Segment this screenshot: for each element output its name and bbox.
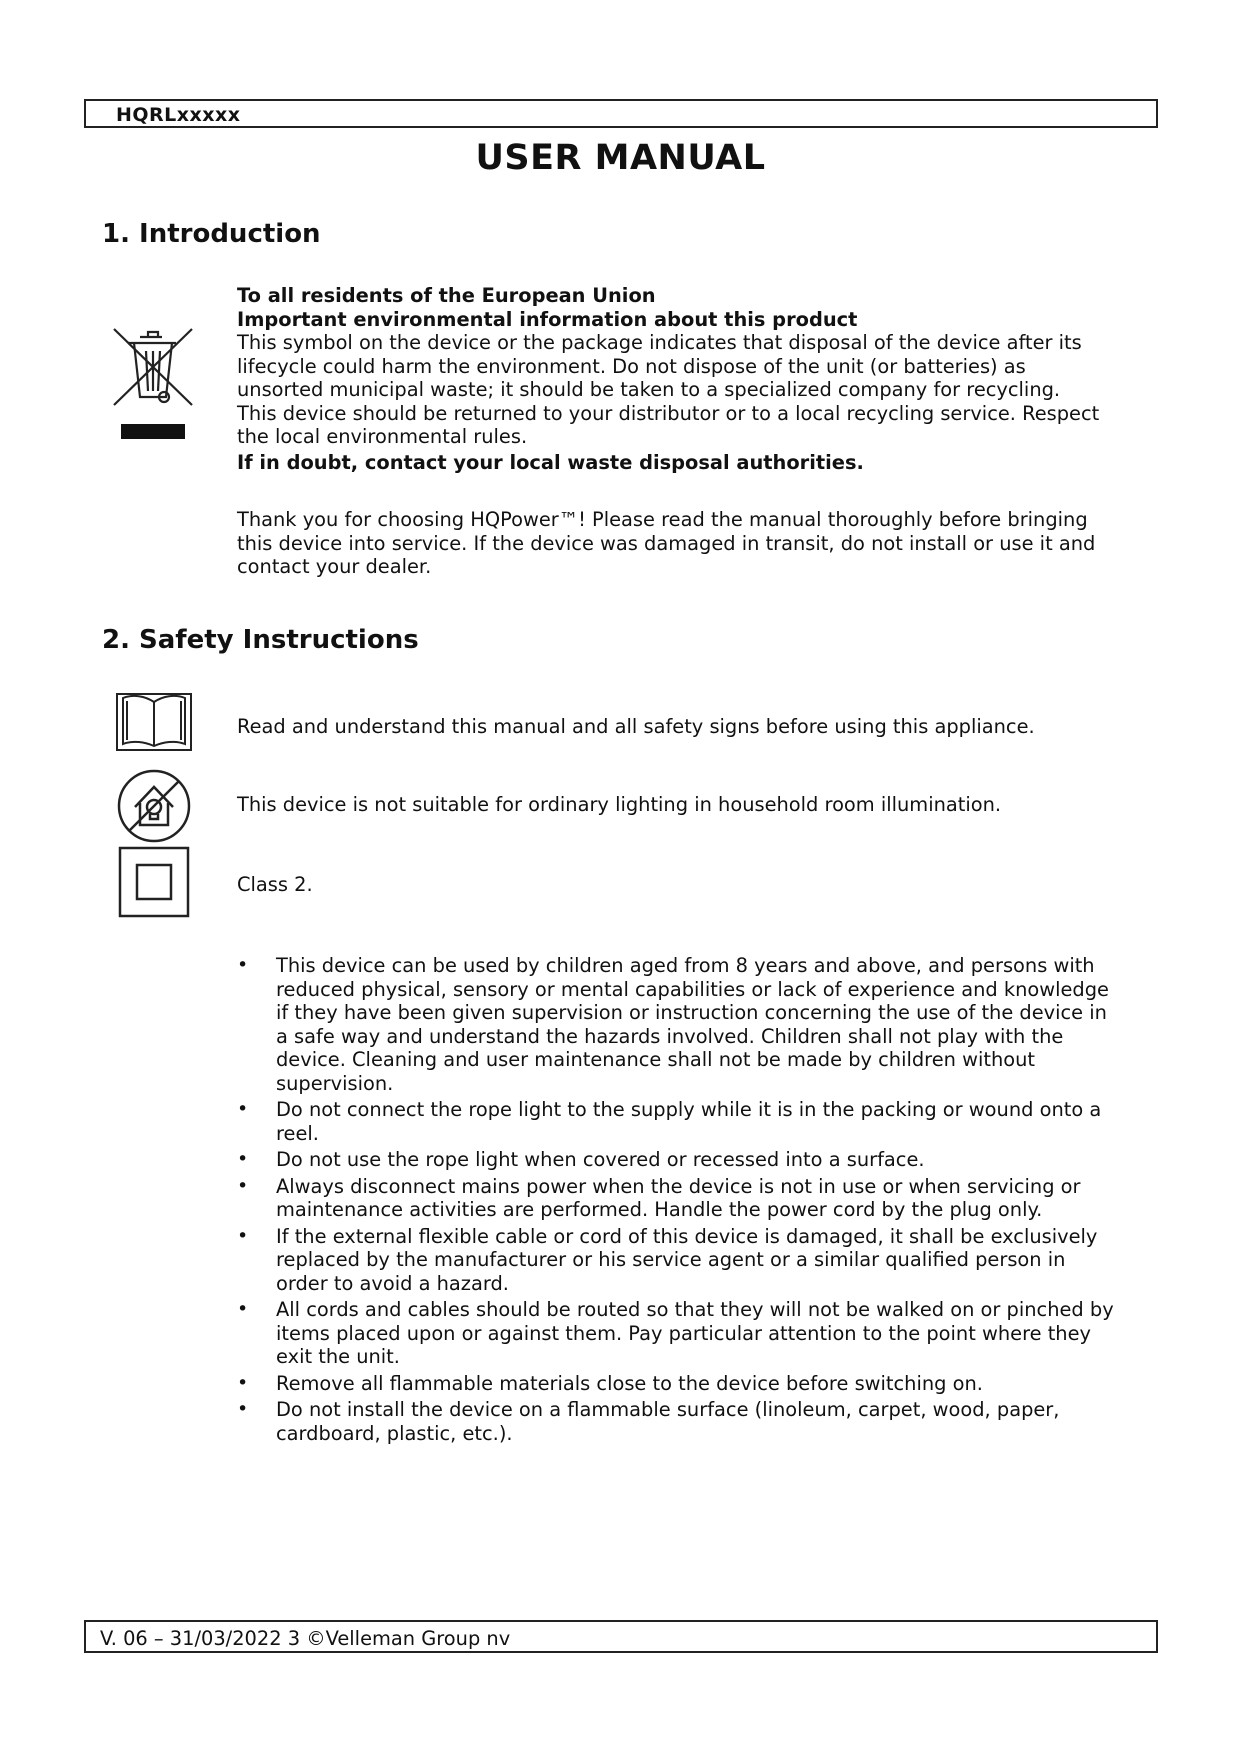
footer-box bbox=[84, 1620, 1158, 1653]
safety-bullet: • Do not connect the rope light to the supply while it is in the packing or wound onto a reel. bbox=[237, 1098, 1117, 1145]
safety-bullet: • Do not install the device on a flammable surface (linoleum, carpet, wood, paper, cardboard, plastic, etc.). bbox=[237, 1398, 1117, 1445]
doubt-line: If in doubt, contact your local waste disposal authorities. bbox=[237, 450, 864, 474]
class-2-icon bbox=[118, 846, 190, 918]
safety-bullet-list bbox=[237, 954, 1117, 1448]
sign-read-text: Read and understand this manual and all safety signs before using this appliance. bbox=[237, 715, 1035, 738]
safety-bullet: • If the external flexible cable or cord of this device is damaged, it shall be exclusively replaced by the manufacturer or his service agent or a similar qualified person in order to avoid a hazard. bbox=[237, 1225, 1117, 1296]
safety-bullet: • Remove all flammable materials close to the device before switching on. bbox=[237, 1372, 1117, 1396]
footer-text: V. 06 – 31/03/2022 3 ©Velleman Group nv bbox=[100, 1627, 511, 1650]
sign-class-text: Class 2. bbox=[237, 873, 313, 896]
eu-residents-line: To all residents of the European Union bbox=[237, 284, 656, 307]
safety-bullet: • Do not use the rope light when covered or recessed into a surface. bbox=[237, 1148, 1117, 1172]
disposal-paragraph: This symbol on the device or the package indicates that disposal of the device after its lifecycle could harm the environment. Do not dispose of the unit (or batteries) as unsorted municipal waste; it should be taken to a specialized company for recycling. bbox=[237, 331, 1082, 401]
safety-bullet: • All cords and cables should be routed so that they will not be walked on or pinched by items placed upon or against them. Pay particular attention to the point where they exit the unit. bbox=[237, 1298, 1117, 1369]
no-household-lighting-icon bbox=[115, 767, 193, 845]
intro-eu-notice bbox=[237, 284, 1117, 474]
recycling-paragraph: This device should be returned to your distributor or to a local recycling service. Respect the local environmental rules. bbox=[237, 401, 1100, 448]
safety-bullet: • This device can be used by children aged from 8 years and above, and persons with reduced physical, sensory or mental capabilities or lack of experience and knowledge if they have been given supervision or instruction concerning the use of the device in a safe way and understand the hazards involved. Children shall not play with the device. Cleaning and user maintenance shall not be made by children without supervision. bbox=[237, 954, 1117, 1095]
weee-bin-icon bbox=[110, 323, 196, 443]
page-title: USER MANUAL bbox=[475, 138, 766, 178]
intro-heading: 1. Introduction bbox=[102, 219, 321, 249]
safety-bullet: • Always disconnect mains power when the device is not in use or when servicing or maintenance activities are performed. Handle the power cord by the plug only. bbox=[237, 1175, 1117, 1222]
header-box bbox=[84, 99, 1158, 128]
thanks-paragraph: Thank you for choosing HQPower™! Please read the manual thoroughly before bringing this device into service. If the device was damaged in transit, do not install or use it and contact your dealer. bbox=[237, 508, 1096, 578]
read-manual-icon bbox=[115, 690, 193, 752]
safety-heading: 2. Safety Instructions bbox=[102, 625, 419, 655]
environmental-info-line: Important environmental information about this product bbox=[237, 307, 858, 331]
model-number: HQRLxxxxx bbox=[116, 104, 241, 126]
sign-lighting-text: This device is not suitable for ordinary lighting in household room illumination. bbox=[237, 793, 1002, 816]
